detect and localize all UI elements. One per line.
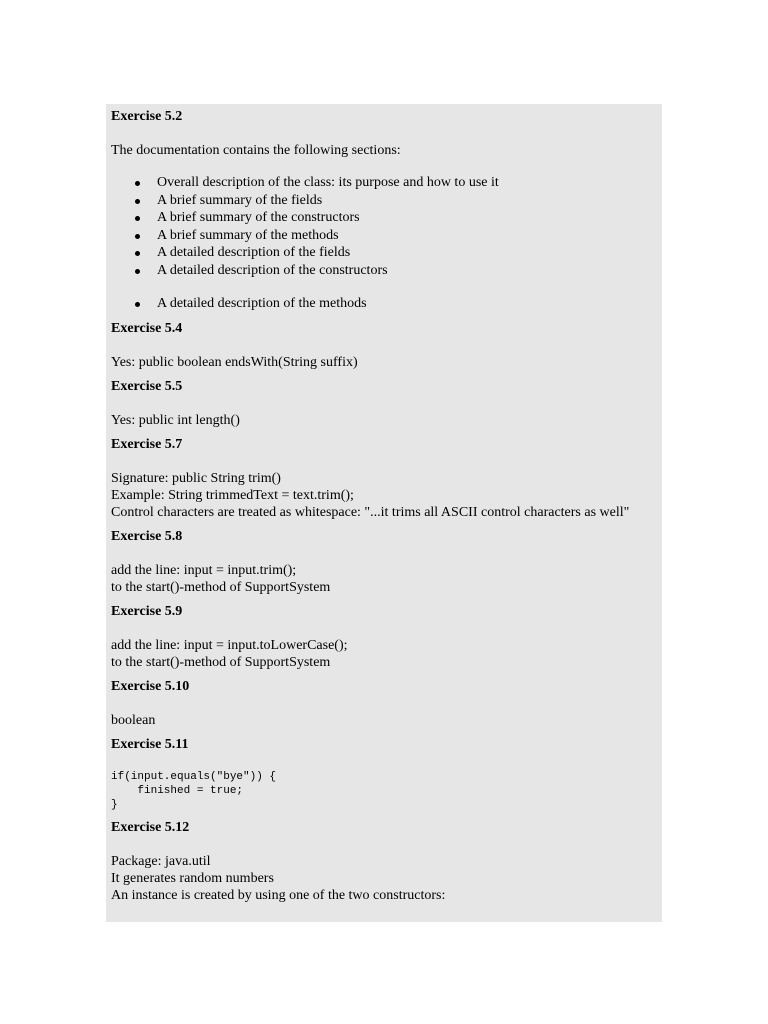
exercise-5-8-line-1: add the line: input = input.trim(); <box>111 562 297 578</box>
exercise-5-8-heading: Exercise 5.8 <box>111 528 183 544</box>
list-item: A brief summary of the fields <box>111 192 657 210</box>
list-item: A brief summary of the methods <box>111 227 657 245</box>
list-item: A detailed description of the methods <box>111 295 657 313</box>
exercise-5-7-note: Control characters are treated as whitespace: "...it trims all ASCII control characters as well" <box>111 504 630 520</box>
list-item: A detailed description of the constructors <box>111 262 657 280</box>
exercise-5-7-heading: Exercise 5.7 <box>111 436 183 452</box>
exercise-5-10-answer: boolean <box>111 712 156 728</box>
exercise-5-9-line-2: to the start()-method of SupportSystem <box>111 654 331 670</box>
exercise-5-7-example: Example: String trimmedText = text.trim(); <box>111 487 354 503</box>
list-item: A brief summary of the constructors <box>111 209 657 227</box>
exercise-5-12-package: Package: java.util <box>111 853 211 869</box>
sections-list <box>111 174 657 313</box>
exercise-5-12-constructors: An instance is created by using one of the two constructors: <box>111 887 446 903</box>
exercise-5-10-heading: Exercise 5.10 <box>111 678 190 694</box>
exercise-5-4-heading: Exercise 5.4 <box>111 320 183 336</box>
document-content <box>111 108 657 904</box>
list-item: Overall description of the class: its purpose and how to use it <box>111 174 657 192</box>
exercise-5-4-answer: Yes: public boolean endsWith(String suffix) <box>111 354 358 370</box>
code-block: if(input.equals("bye")) { finished = true; } <box>111 770 277 811</box>
document-page <box>106 104 662 922</box>
list-item: A detailed description of the fields <box>111 244 657 262</box>
exercise-5-2-heading: Exercise 5.2 <box>111 109 183 124</box>
exercise-5-11-heading: Exercise 5.11 <box>111 736 189 752</box>
exercise-5-8-line-2: to the start()-method of SupportSystem <box>111 579 331 595</box>
exercise-5-9-heading: Exercise 5.9 <box>111 603 183 619</box>
exercise-5-12-heading: Exercise 5.12 <box>111 819 190 835</box>
exercise-5-12-purpose: It generates random numbers <box>111 870 274 886</box>
exercise-5-5-answer: Yes: public int length() <box>111 412 240 428</box>
exercise-5-7-signature: Signature: public String trim() <box>111 470 281 486</box>
exercise-5-2-intro: The documentation contains the following sections: <box>111 143 401 158</box>
exercise-5-9-line-1: add the line: input = input.toLowerCase(); <box>111 637 348 653</box>
exercise-5-5-heading: Exercise 5.5 <box>111 378 183 394</box>
